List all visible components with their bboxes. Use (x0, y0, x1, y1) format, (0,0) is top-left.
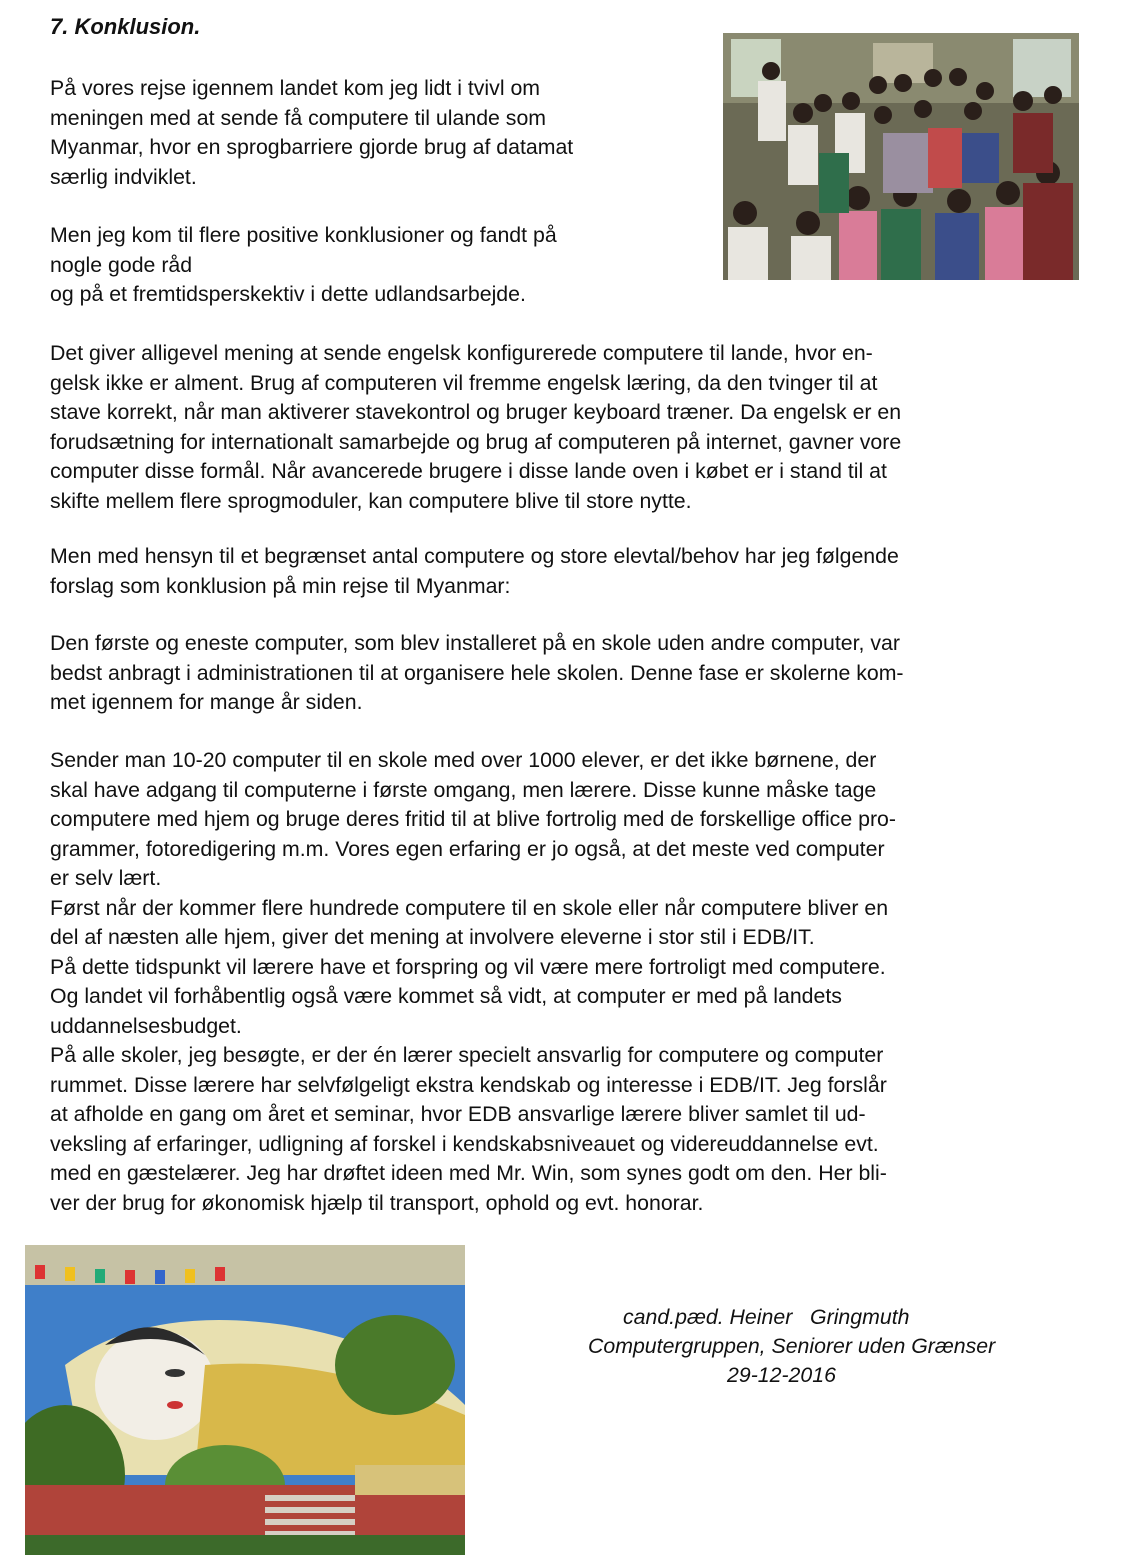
paragraph-proposal-intro: Men med hensyn til et begrænset antal computere og store elevtal/behov har jeg følgende forslag som konklusion på min rejse til Myanmar: (50, 544, 899, 598)
paragraph-first-computer: Den første og eneste computer, som blev installeret på en skole uden andre computer, var bedst anbragt i administrationen til at organisere hele skolen. Denne fase er skolerne kom- met igennem for mange år siden. (50, 631, 904, 714)
signature-name: cand.pæd. Heiner Gringmuth (623, 1305, 910, 1329)
signature-date: 29-12-2016 (727, 1363, 836, 1387)
paragraph-intro: På vores rejse igennem landet kom jeg lidt i tvivl om meningen med at sende få computere til ulande som Myanmar, hvor en sprogbarriere gjorde brug af datamat særlig indviklet. (50, 76, 574, 189)
paragraph-recommendations: Sender man 10-20 computer til en skole med over 1000 elever, er det ikke børnene, der skal have adgang til computerne i første omgang, men lærere. Disse kunne måske tage computere med hjem og bruge deres fritid til at blive fortrolig med de forskellige office pro- grammer, fotoredigering m.m. Vores egen erfaring er jo også, at det meste ved computer er selv lært. Først når der kommer flere hundrede computere til en skole eller når computere bliver en del af næsten alle hjem, giver det mening at involvere eleverne i stor stil i EDB/IT. På dette tidspunkt vil lærere have et forspring og vil være mere fortroligt med computere. Og landet vil forhåbentlig også være kommet så vidt, at computer er med på landets uddannelsesbudget. På alle skoler, jeg besøgte, er der én lærer specielt ansvarlig for computere og computer rummet. Disse lærere har selvfølgeligt ekstra kendskab og interesse i EDB/IT. Jeg forslår at afholde en gang om året et seminar, hvor EDB ansvarlige lærere bliver samlet til ud- veksling af erfaringer, udligning af forskel i kendskabsniveauet og videreuddannelse evt. med en gæstelærer. Jeg har drøftet ideen med Mr. Win, som synes godt om den. Her bli- ver der brug for økonomisk hjælp til transport, ophold og evt. honorar. (50, 748, 896, 1215)
group-photo (723, 33, 1079, 280)
paragraph-positive: Men jeg kom til flere positive konklusioner og fandt på nogle gode råd og på et fremtidsperskektiv i dette udlandsarbejde. (50, 223, 557, 306)
reclining-buddha-photo (25, 1245, 465, 1555)
section-heading: 7. Konklusion. (50, 14, 201, 39)
signature-organization: Computergruppen, Seniorer uden Grænser (588, 1334, 996, 1358)
paragraph-english: Det giver alligevel mening at sende engelsk konfigurerede computere til lande, hvor en- gelsk ikke er alment. Brug af computeren vil fremme engelsk læring, da den tvinger til at stave korrekt, når man aktiverer stavekontrol og bruger keyboard træner. Da engelsk er en forudsætning for internationalt samarbejde og brug af computeren på internet, gavner vore computer disse formål. Når avancerede brugere i disse lande oven i købet er i stand til at skifte mellem flere sprogmoduler, kan computere blive til store nytte. (50, 341, 902, 513)
